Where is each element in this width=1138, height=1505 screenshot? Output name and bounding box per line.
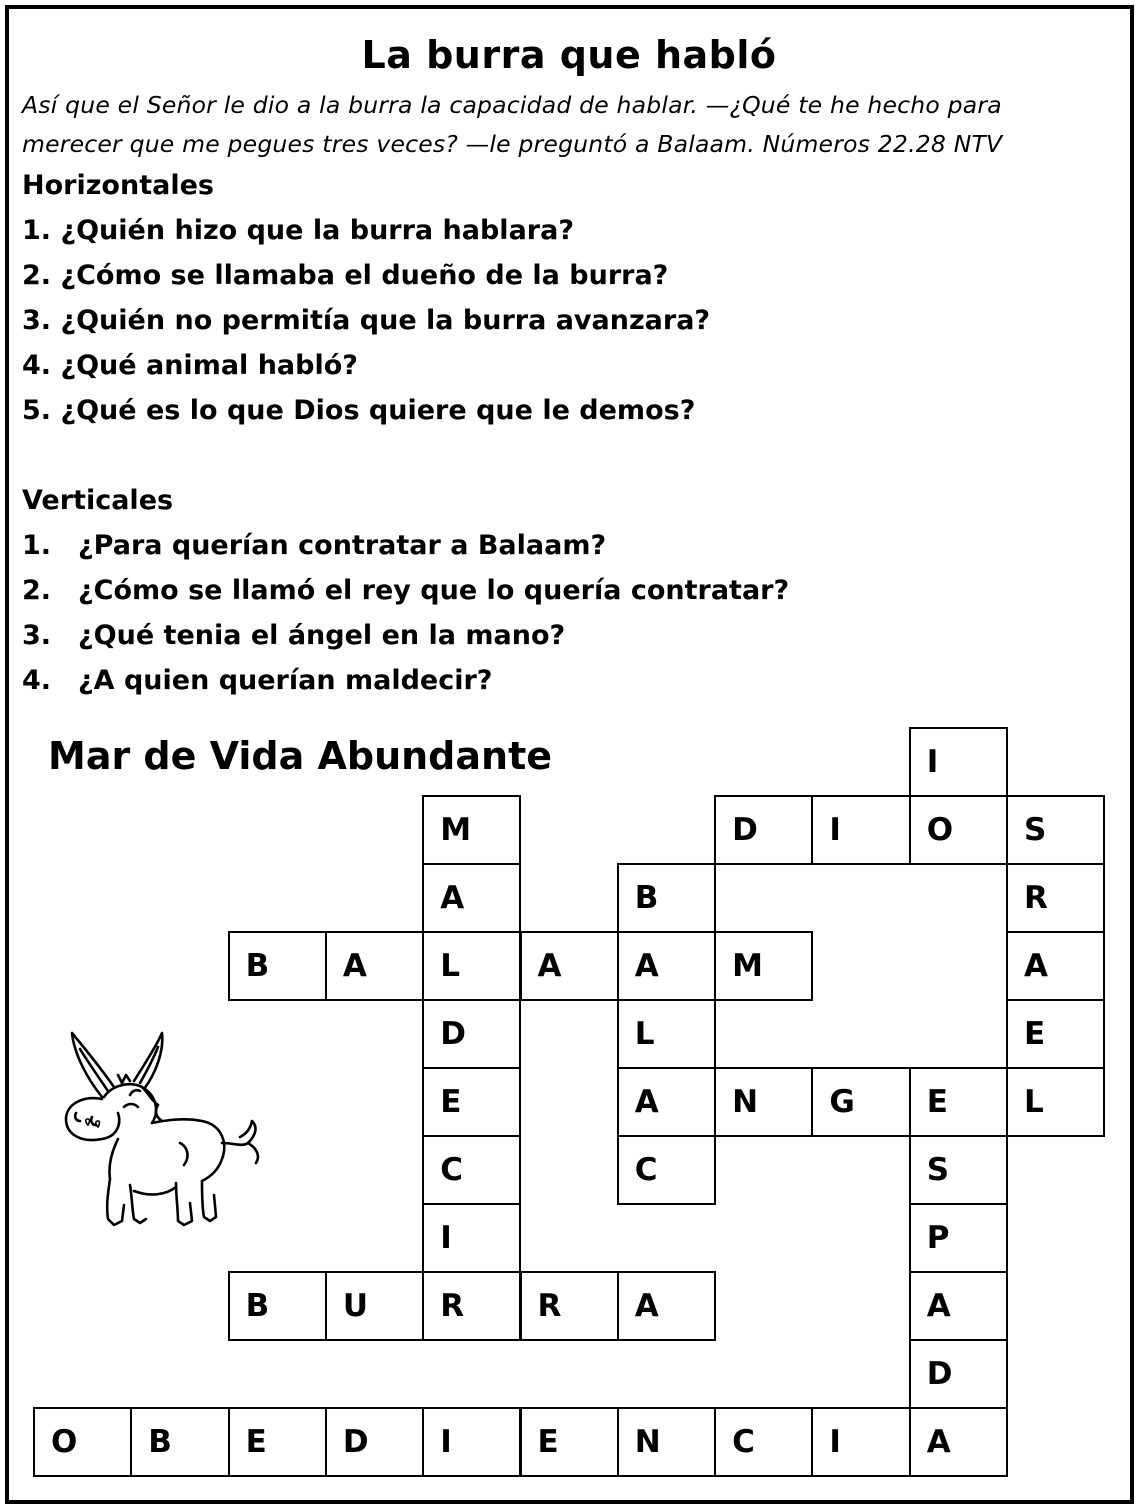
crossword-cell: B (130, 1407, 229, 1477)
crossword-cell: L (1006, 1067, 1105, 1137)
crossword-cell: E (909, 1067, 1008, 1137)
crossword-cell: D (422, 999, 521, 1069)
crossword-cell: I (909, 727, 1008, 797)
crossword-cell: B (228, 931, 327, 1001)
horizontal-clue-3: 3. ¿Quién no permitía que la burra avanzara? (22, 305, 711, 336)
crossword-cell: E (520, 1407, 619, 1477)
vertical-clue-text: ¿Para querían contratar a Balaam? (78, 530, 607, 561)
crossword-cell: C (714, 1407, 813, 1477)
horizontal-clue-2: 2. ¿Cómo se llamaba el dueño de la burra? (22, 260, 669, 291)
crossword-cell: E (422, 1067, 521, 1137)
crossword-cell: I (422, 1407, 521, 1477)
vertical-clue-4 (22, 665, 492, 696)
crossword-cell: A (909, 1271, 1008, 1341)
crossword-cell: O (33, 1407, 132, 1477)
horizontal-clue-4: 4. ¿Qué animal habló? (22, 350, 358, 381)
crossword-cell: B (617, 863, 716, 933)
vertical-clue-1 (22, 530, 606, 561)
crossword-cell: L (422, 931, 521, 1001)
crossword-cell: I (811, 795, 910, 865)
crossword-cell: R (422, 1271, 521, 1341)
horizontal-clue-5: 5. ¿Qué es lo que Dios quiere que le demos? (22, 395, 696, 426)
crossword-cell: A (520, 931, 619, 1001)
verse-line-1: Así que el Señor le dio a la burra la capacidad de hablar. —¿Qué te he hecho para (22, 91, 1002, 119)
crossword-cell: U (325, 1271, 424, 1341)
crossword-cell: E (1006, 999, 1105, 1069)
crossword-cell: D (714, 795, 813, 865)
crossword-cell: A (617, 1271, 716, 1341)
crossword-cell: G (811, 1067, 910, 1137)
vertical-clue-number: 2. (22, 575, 52, 606)
vertical-clue-2 (22, 575, 789, 606)
crossword-cell: A (909, 1407, 1008, 1477)
crossword-cell: O (909, 795, 1008, 865)
vertical-clue-number: 4. (22, 665, 52, 696)
crossword-cell: N (617, 1407, 716, 1477)
crossword-cell: N (714, 1067, 813, 1137)
verse-line-2: merecer que me pegues tres veces? —le preguntó a Balaam. Números 22.28 NTV (22, 130, 1003, 158)
crossword-cell: S (909, 1135, 1008, 1205)
crossword-cell: R (520, 1271, 619, 1341)
crossword-cell: A (422, 863, 521, 933)
crossword-cell: A (617, 1067, 716, 1137)
brand-name: Mar de Vida Abundante (48, 734, 553, 778)
page-title: La burra que habló (361, 33, 777, 77)
vertical-clue-number: 1. (22, 530, 52, 561)
vertical-clue-text: ¿Qué tenia el ángel en la mano? (78, 620, 566, 651)
vertical-clue-number: 3. (22, 620, 52, 651)
vertical-clue-3 (22, 620, 565, 651)
crossword-cell: A (1006, 931, 1105, 1001)
horizontal-clue-1: 1. ¿Quién hizo que la burra hablara? (22, 215, 574, 246)
crossword-cell: M (714, 931, 813, 1001)
crossword-cell: L (617, 999, 716, 1069)
horizontal-heading: Horizontales (22, 170, 214, 201)
crossword-cell: S (1006, 795, 1105, 865)
donkey-illustration (52, 1025, 262, 1240)
crossword-cell: E (228, 1407, 327, 1477)
crossword-cell: I (422, 1203, 521, 1273)
crossword-cell: R (1006, 863, 1105, 933)
crossword-cell: B (228, 1271, 327, 1341)
crossword-cell: C (422, 1135, 521, 1205)
crossword-cell: A (325, 931, 424, 1001)
vertical-clue-text: ¿A quien querían maldecir? (78, 665, 493, 696)
crossword-cell: M (422, 795, 521, 865)
vertical-heading: Verticales (22, 485, 174, 516)
crossword-cell: I (811, 1407, 910, 1477)
crossword-cell: P (909, 1203, 1008, 1273)
vertical-clue-text: ¿Cómo se llamó el rey que lo quería contratar? (78, 575, 790, 606)
crossword-cell: C (617, 1135, 716, 1205)
crossword-cell: D (909, 1339, 1008, 1409)
crossword-cell: A (617, 931, 716, 1001)
crossword-cell: D (325, 1407, 424, 1477)
